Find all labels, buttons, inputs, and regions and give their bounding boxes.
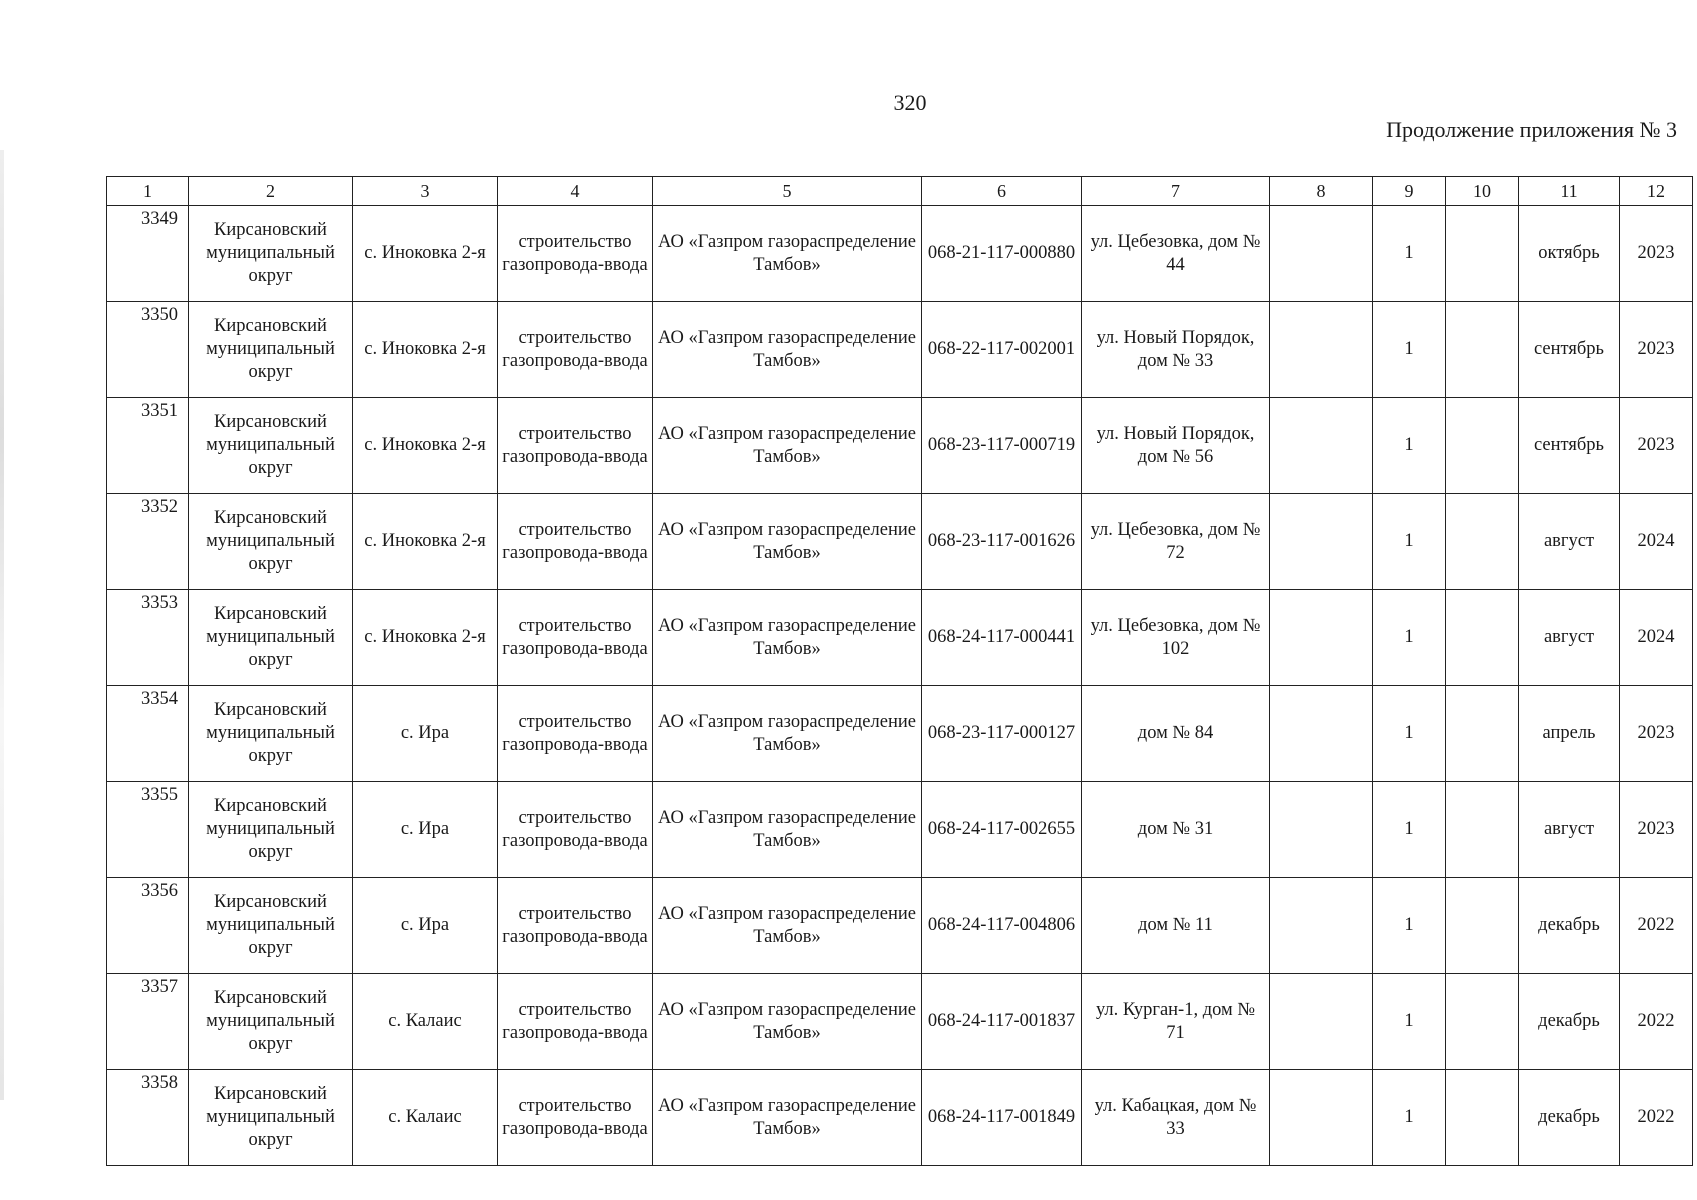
column-10-cell	[1446, 782, 1519, 878]
settlement-cell: с. Иноковка 2-я	[353, 398, 498, 494]
settlement-cell: с. Ира	[353, 782, 498, 878]
object-code-cell: 068-22-117-002001	[922, 302, 1082, 398]
column-8-cell	[1270, 974, 1373, 1070]
row-number-cell: 3358	[107, 1070, 189, 1166]
row-number-cell: 3355	[107, 782, 189, 878]
column-header: 1	[107, 177, 189, 206]
count-cell: 1	[1373, 398, 1446, 494]
district-cell: Кирсановский муниципальный округ	[189, 878, 353, 974]
month-cell: сентябрь	[1519, 302, 1620, 398]
year-cell: 2022	[1620, 1070, 1693, 1166]
address-cell: ул. Цебезовка, дом № 72	[1082, 494, 1270, 590]
work-type-cell: строительство газопровода-ввода	[498, 398, 653, 494]
address-cell: ул. Курган-1, дом № 71	[1082, 974, 1270, 1070]
table-row	[107, 206, 1693, 302]
object-code-cell: 068-24-117-001837	[922, 974, 1082, 1070]
year-cell: 2022	[1620, 974, 1693, 1070]
column-8-cell	[1270, 398, 1373, 494]
organization-cell: АО «Газпром газораспределение Тамбов»	[653, 494, 922, 590]
month-cell: октябрь	[1519, 206, 1620, 302]
object-code-cell: 068-23-117-000127	[922, 686, 1082, 782]
row-number-cell: 3357	[107, 974, 189, 1070]
column-8-cell	[1270, 686, 1373, 782]
work-type-cell: строительство газопровода-ввода	[498, 206, 653, 302]
table-row	[107, 398, 1693, 494]
table-row	[107, 974, 1693, 1070]
column-10-cell	[1446, 590, 1519, 686]
table-row	[107, 686, 1693, 782]
table-row	[107, 494, 1693, 590]
appendix-note: Продолжение приложения № 3	[1386, 117, 1677, 142]
column-10-cell	[1446, 206, 1519, 302]
year-cell: 2023	[1620, 686, 1693, 782]
column-header: 7	[1082, 177, 1270, 206]
organization-cell: АО «Газпром газораспределение Тамбов»	[653, 974, 922, 1070]
column-10-cell	[1446, 974, 1519, 1070]
column-header: 9	[1373, 177, 1446, 206]
row-number-cell: 3349	[107, 206, 189, 302]
district-cell: Кирсановский муниципальный округ	[189, 686, 353, 782]
address-cell: ул. Новый Порядок, дом № 56	[1082, 398, 1270, 494]
district-cell: Кирсановский муниципальный округ	[189, 974, 353, 1070]
settlement-cell: с. Ира	[353, 878, 498, 974]
table-body	[107, 206, 1693, 1166]
organization-cell: АО «Газпром газораспределение Тамбов»	[653, 686, 922, 782]
register-table	[106, 176, 1693, 1166]
organization-cell: АО «Газпром газораспределение Тамбов»	[653, 782, 922, 878]
work-type-cell: строительство газопровода-ввода	[498, 974, 653, 1070]
district-cell: Кирсановский муниципальный округ	[189, 494, 353, 590]
month-cell: август	[1519, 494, 1620, 590]
table-row	[107, 302, 1693, 398]
page-number: 320	[893, 90, 927, 115]
column-header: 2	[189, 177, 353, 206]
row-number-cell: 3354	[107, 686, 189, 782]
work-type-cell: строительство газопровода-ввода	[498, 494, 653, 590]
object-code-cell: 068-24-117-004806	[922, 878, 1082, 974]
object-code-cell: 068-21-117-000880	[922, 206, 1082, 302]
settlement-cell: с. Калаис	[353, 974, 498, 1070]
column-8-cell	[1270, 782, 1373, 878]
count-cell: 1	[1373, 1070, 1446, 1166]
table-row	[107, 878, 1693, 974]
work-type-cell: строительство газопровода-ввода	[498, 878, 653, 974]
district-cell: Кирсановский муниципальный округ	[189, 782, 353, 878]
organization-cell: АО «Газпром газораспределение Тамбов»	[653, 590, 922, 686]
object-code-cell: 068-24-117-002655	[922, 782, 1082, 878]
table-row	[107, 1070, 1693, 1166]
address-cell: ул. Новый Порядок, дом № 33	[1082, 302, 1270, 398]
count-cell: 1	[1373, 686, 1446, 782]
column-header: 11	[1519, 177, 1620, 206]
address-cell: дом № 84	[1082, 686, 1270, 782]
month-cell: декабрь	[1519, 1070, 1620, 1166]
column-header: 10	[1446, 177, 1519, 206]
district-cell: Кирсановский муниципальный округ	[189, 1070, 353, 1166]
object-code-cell: 068-24-117-000441	[922, 590, 1082, 686]
address-cell: ул. Цебезовка, дом № 102	[1082, 590, 1270, 686]
row-number-cell: 3352	[107, 494, 189, 590]
year-cell: 2023	[1620, 206, 1693, 302]
column-header: 5	[653, 177, 922, 206]
year-cell: 2023	[1620, 782, 1693, 878]
count-cell: 1	[1373, 878, 1446, 974]
column-8-cell	[1270, 302, 1373, 398]
object-code-cell: 068-24-117-001849	[922, 1070, 1082, 1166]
month-cell: сентябрь	[1519, 398, 1620, 494]
header-row	[107, 177, 1693, 206]
organization-cell: АО «Газпром газораспределение Тамбов»	[653, 206, 922, 302]
column-10-cell	[1446, 398, 1519, 494]
organization-cell: АО «Газпром газораспределение Тамбов»	[653, 1070, 922, 1166]
month-cell: апрель	[1519, 686, 1620, 782]
organization-cell: АО «Газпром газораспределение Тамбов»	[653, 398, 922, 494]
district-cell: Кирсановский муниципальный округ	[189, 590, 353, 686]
row-number-cell: 3350	[107, 302, 189, 398]
work-type-cell: строительство газопровода-ввода	[498, 302, 653, 398]
settlement-cell: с. Калаис	[353, 1070, 498, 1166]
year-cell: 2023	[1620, 398, 1693, 494]
settlement-cell: с. Иноковка 2-я	[353, 590, 498, 686]
address-cell: ул. Кабацкая, дом № 33	[1082, 1070, 1270, 1166]
column-header: 8	[1270, 177, 1373, 206]
column-10-cell	[1446, 878, 1519, 974]
object-code-cell: 068-23-117-001626	[922, 494, 1082, 590]
district-cell: Кирсановский муниципальный округ	[189, 302, 353, 398]
month-cell: декабрь	[1519, 878, 1620, 974]
count-cell: 1	[1373, 494, 1446, 590]
month-cell: август	[1519, 590, 1620, 686]
scan-edge	[0, 150, 4, 1100]
column-10-cell	[1446, 494, 1519, 590]
column-header: 12	[1620, 177, 1693, 206]
column-8-cell	[1270, 1070, 1373, 1166]
address-cell: дом № 11	[1082, 878, 1270, 974]
column-8-cell	[1270, 590, 1373, 686]
column-header: 6	[922, 177, 1082, 206]
work-type-cell: строительство газопровода-ввода	[498, 590, 653, 686]
column-10-cell	[1446, 1070, 1519, 1166]
row-number-cell: 3351	[107, 398, 189, 494]
row-number-cell: 3353	[107, 590, 189, 686]
column-header: 4	[498, 177, 653, 206]
district-cell: Кирсановский муниципальный округ	[189, 398, 353, 494]
object-code-cell: 068-23-117-000719	[922, 398, 1082, 494]
count-cell: 1	[1373, 302, 1446, 398]
settlement-cell: с. Иноковка 2-я	[353, 494, 498, 590]
table-row	[107, 590, 1693, 686]
work-type-cell: строительство газопровода-ввода	[498, 782, 653, 878]
column-8-cell	[1270, 494, 1373, 590]
work-type-cell: строительство газопровода-ввода	[498, 686, 653, 782]
count-cell: 1	[1373, 206, 1446, 302]
row-number-cell: 3356	[107, 878, 189, 974]
settlement-cell: с. Иноковка 2-я	[353, 206, 498, 302]
column-header: 3	[353, 177, 498, 206]
address-cell: дом № 31	[1082, 782, 1270, 878]
count-cell: 1	[1373, 974, 1446, 1070]
column-10-cell	[1446, 686, 1519, 782]
count-cell: 1	[1373, 782, 1446, 878]
month-cell: август	[1519, 782, 1620, 878]
table-row	[107, 782, 1693, 878]
year-cell: 2024	[1620, 590, 1693, 686]
address-cell: ул. Цебезовка, дом № 44	[1082, 206, 1270, 302]
settlement-cell: с. Ира	[353, 686, 498, 782]
district-cell: Кирсановский муниципальный округ	[189, 206, 353, 302]
column-10-cell	[1446, 302, 1519, 398]
organization-cell: АО «Газпром газораспределение Тамбов»	[653, 878, 922, 974]
year-cell: 2022	[1620, 878, 1693, 974]
year-cell: 2023	[1620, 302, 1693, 398]
column-8-cell	[1270, 878, 1373, 974]
work-type-cell: строительство газопровода-ввода	[498, 1070, 653, 1166]
settlement-cell: с. Иноковка 2-я	[353, 302, 498, 398]
column-8-cell	[1270, 206, 1373, 302]
month-cell: декабрь	[1519, 974, 1620, 1070]
organization-cell: АО «Газпром газораспределение Тамбов»	[653, 302, 922, 398]
count-cell: 1	[1373, 590, 1446, 686]
year-cell: 2024	[1620, 494, 1693, 590]
